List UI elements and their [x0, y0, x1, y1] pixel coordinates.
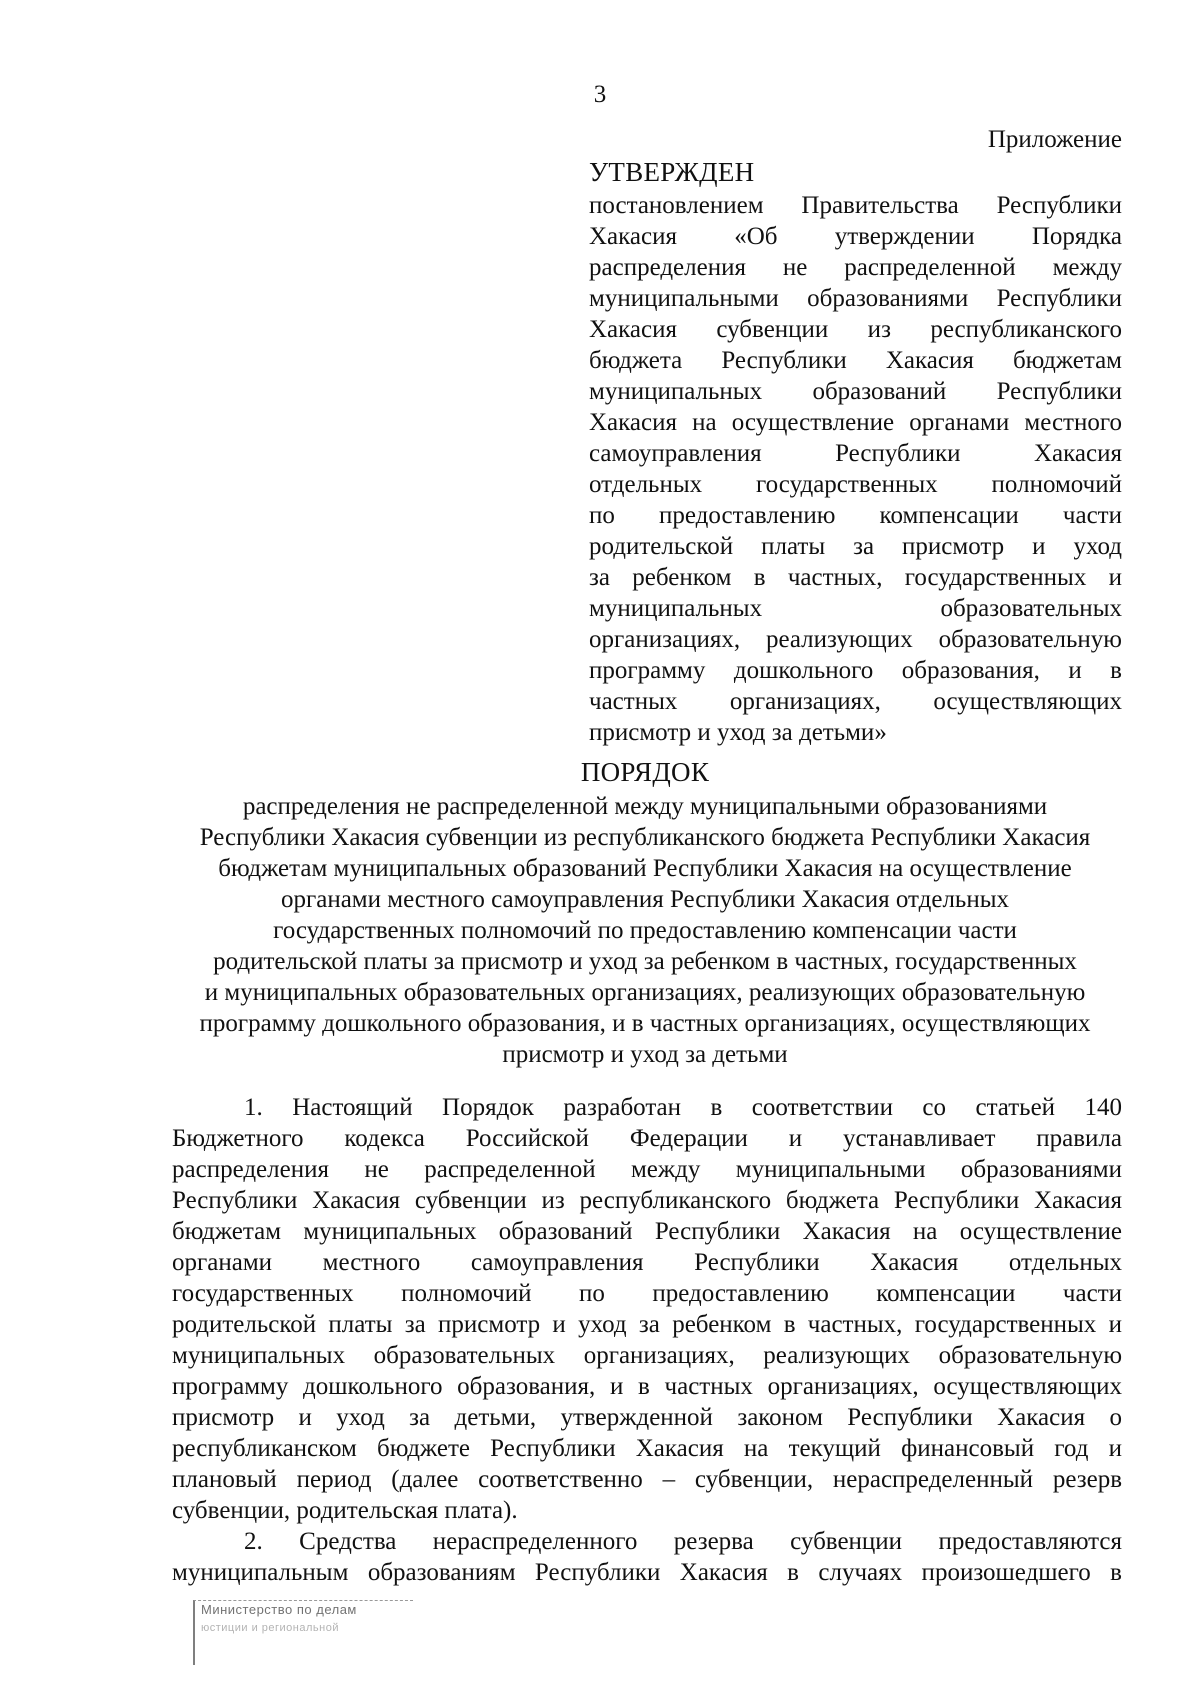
approved-line: распределения не распределенной между — [589, 254, 1122, 281]
paragraph-line: Республики Хакасия субвенции из республиканского бюджета Республики Хакасия — [172, 1187, 1122, 1214]
order-subtitle-line: программу дошкольного образования, и в частных организациях, осуществляющих — [199, 1010, 1091, 1037]
order-title: ПОРЯДОК — [580, 757, 710, 787]
paragraph-1 — [172, 1092, 1122, 1526]
approved-line: постановлением Правительства Республики — [589, 192, 1122, 219]
approved-line: организациях, реализующих образовательную — [589, 626, 1122, 653]
approved-block — [589, 154, 1122, 748]
stamp-line: юстиции и региональной — [201, 1622, 339, 1634]
order-subtitle-line: органами местного самоуправления Республики Хакасия отдельных — [280, 886, 1010, 913]
order-subtitle-line: государственных полномочий по предоставлению компенсации части — [273, 917, 1017, 944]
approved-line: по предоставлению компенсации части — [589, 502, 1122, 529]
page-number: 3 — [593, 81, 607, 108]
paragraph-line: Бюджетного кодекса Российской Федерации и устанавливает правила — [172, 1125, 1122, 1152]
paragraph-line: присмотр и уход за детьми, утвержденной законом Республики Хакасия о — [172, 1404, 1122, 1431]
order-subtitle — [170, 791, 1120, 1070]
registration-stamp — [193, 1600, 413, 1665]
body-text — [172, 1092, 1122, 1588]
approved-line: программу дошкольного образования, и в — [589, 657, 1122, 684]
approved-line: Хакасия на осуществление органами местного — [589, 409, 1122, 436]
approved-line: отдельных государственных полномочий — [589, 471, 1122, 498]
paragraph-line: бюджетам муниципальных образований Республики Хакасия на осуществление — [172, 1218, 1122, 1245]
paragraph-line: субвенции, родительская плата). — [172, 1497, 518, 1524]
order-subtitle-line: и муниципальных образовательных организациях, реализующих образовательную — [204, 979, 1086, 1006]
order-subtitle-line: родительской платы за присмотр и уход за ребенком в частных, государственных — [213, 948, 1077, 975]
approved-line: Хакасия субвенции из республиканского — [589, 316, 1122, 343]
paragraph-line: государственных полномочий по предоставлению компенсации части — [172, 1280, 1122, 1307]
paragraph-line: 2. Средства нераспределенного резерва субвенции предоставляются — [244, 1528, 1122, 1555]
paragraph-line: родительской платы за присмотр и уход за ребенком в частных, государственных и — [172, 1311, 1122, 1338]
stamp-line: Министерство по делам — [201, 1602, 357, 1617]
appendix-label: Приложение — [987, 126, 1122, 153]
order-subtitle-line: бюджетам муниципальных образований Республики Хакасия на осуществление — [218, 855, 1072, 882]
approved-line: муниципальных образовательных — [589, 595, 1122, 622]
approved-line: частных организациях, осуществляющих — [589, 688, 1122, 715]
approved-line: присмотр и уход за детьми» — [589, 719, 887, 746]
paragraph-line: распределения не распределенной между муниципальными образованиями — [172, 1156, 1122, 1183]
order-subtitle-line: Республики Хакасия субвенции из республиканского бюджета Республики Хакасия — [199, 824, 1091, 851]
approved-line: Хакасия «Об утверждении Порядка — [589, 223, 1122, 250]
approved-line: муниципальными образованиями Республики — [589, 285, 1122, 312]
approved-title: УТВЕРЖДЕН — [589, 157, 755, 187]
approved-line: бюджета Республики Хакасия бюджетам — [589, 347, 1122, 374]
paragraph-line: муниципальных образовательных организациях, реализующих образовательную — [172, 1342, 1122, 1369]
approved-text — [589, 190, 1122, 748]
order-subtitle-line: присмотр и уход за детьми — [502, 1041, 788, 1068]
paragraph-line: муниципальным образованиям Республики Хакасия в случаях произошедшего в — [172, 1559, 1122, 1586]
approved-line: за ребенком в частных, государственных и — [589, 564, 1122, 591]
approved-line: самоуправления Республики Хакасия — [589, 440, 1122, 467]
approved-line: родительской платы за присмотр и уход — [589, 533, 1122, 560]
paragraph-2 — [172, 1526, 1122, 1588]
paragraph-line: 1. Настоящий Порядок разработан в соответствии со статьей 140 — [244, 1094, 1122, 1121]
paragraph-line: республиканском бюджете Республики Хакасия на текущий финансовый год и — [172, 1435, 1122, 1462]
order-subtitle-line: распределения не распределенной между муниципальными образованиями — [242, 793, 1048, 820]
paragraph-line: плановый период (далее соответственно – субвенции, нераспределенный резерв — [172, 1466, 1122, 1493]
paragraph-line: программу дошкольного образования, и в частных организациях, осуществляющих — [172, 1373, 1122, 1400]
paragraph-line: органами местного самоуправления Республики Хакасия отдельных — [172, 1249, 1122, 1276]
approved-line: муниципальных образований Республики — [589, 378, 1122, 405]
